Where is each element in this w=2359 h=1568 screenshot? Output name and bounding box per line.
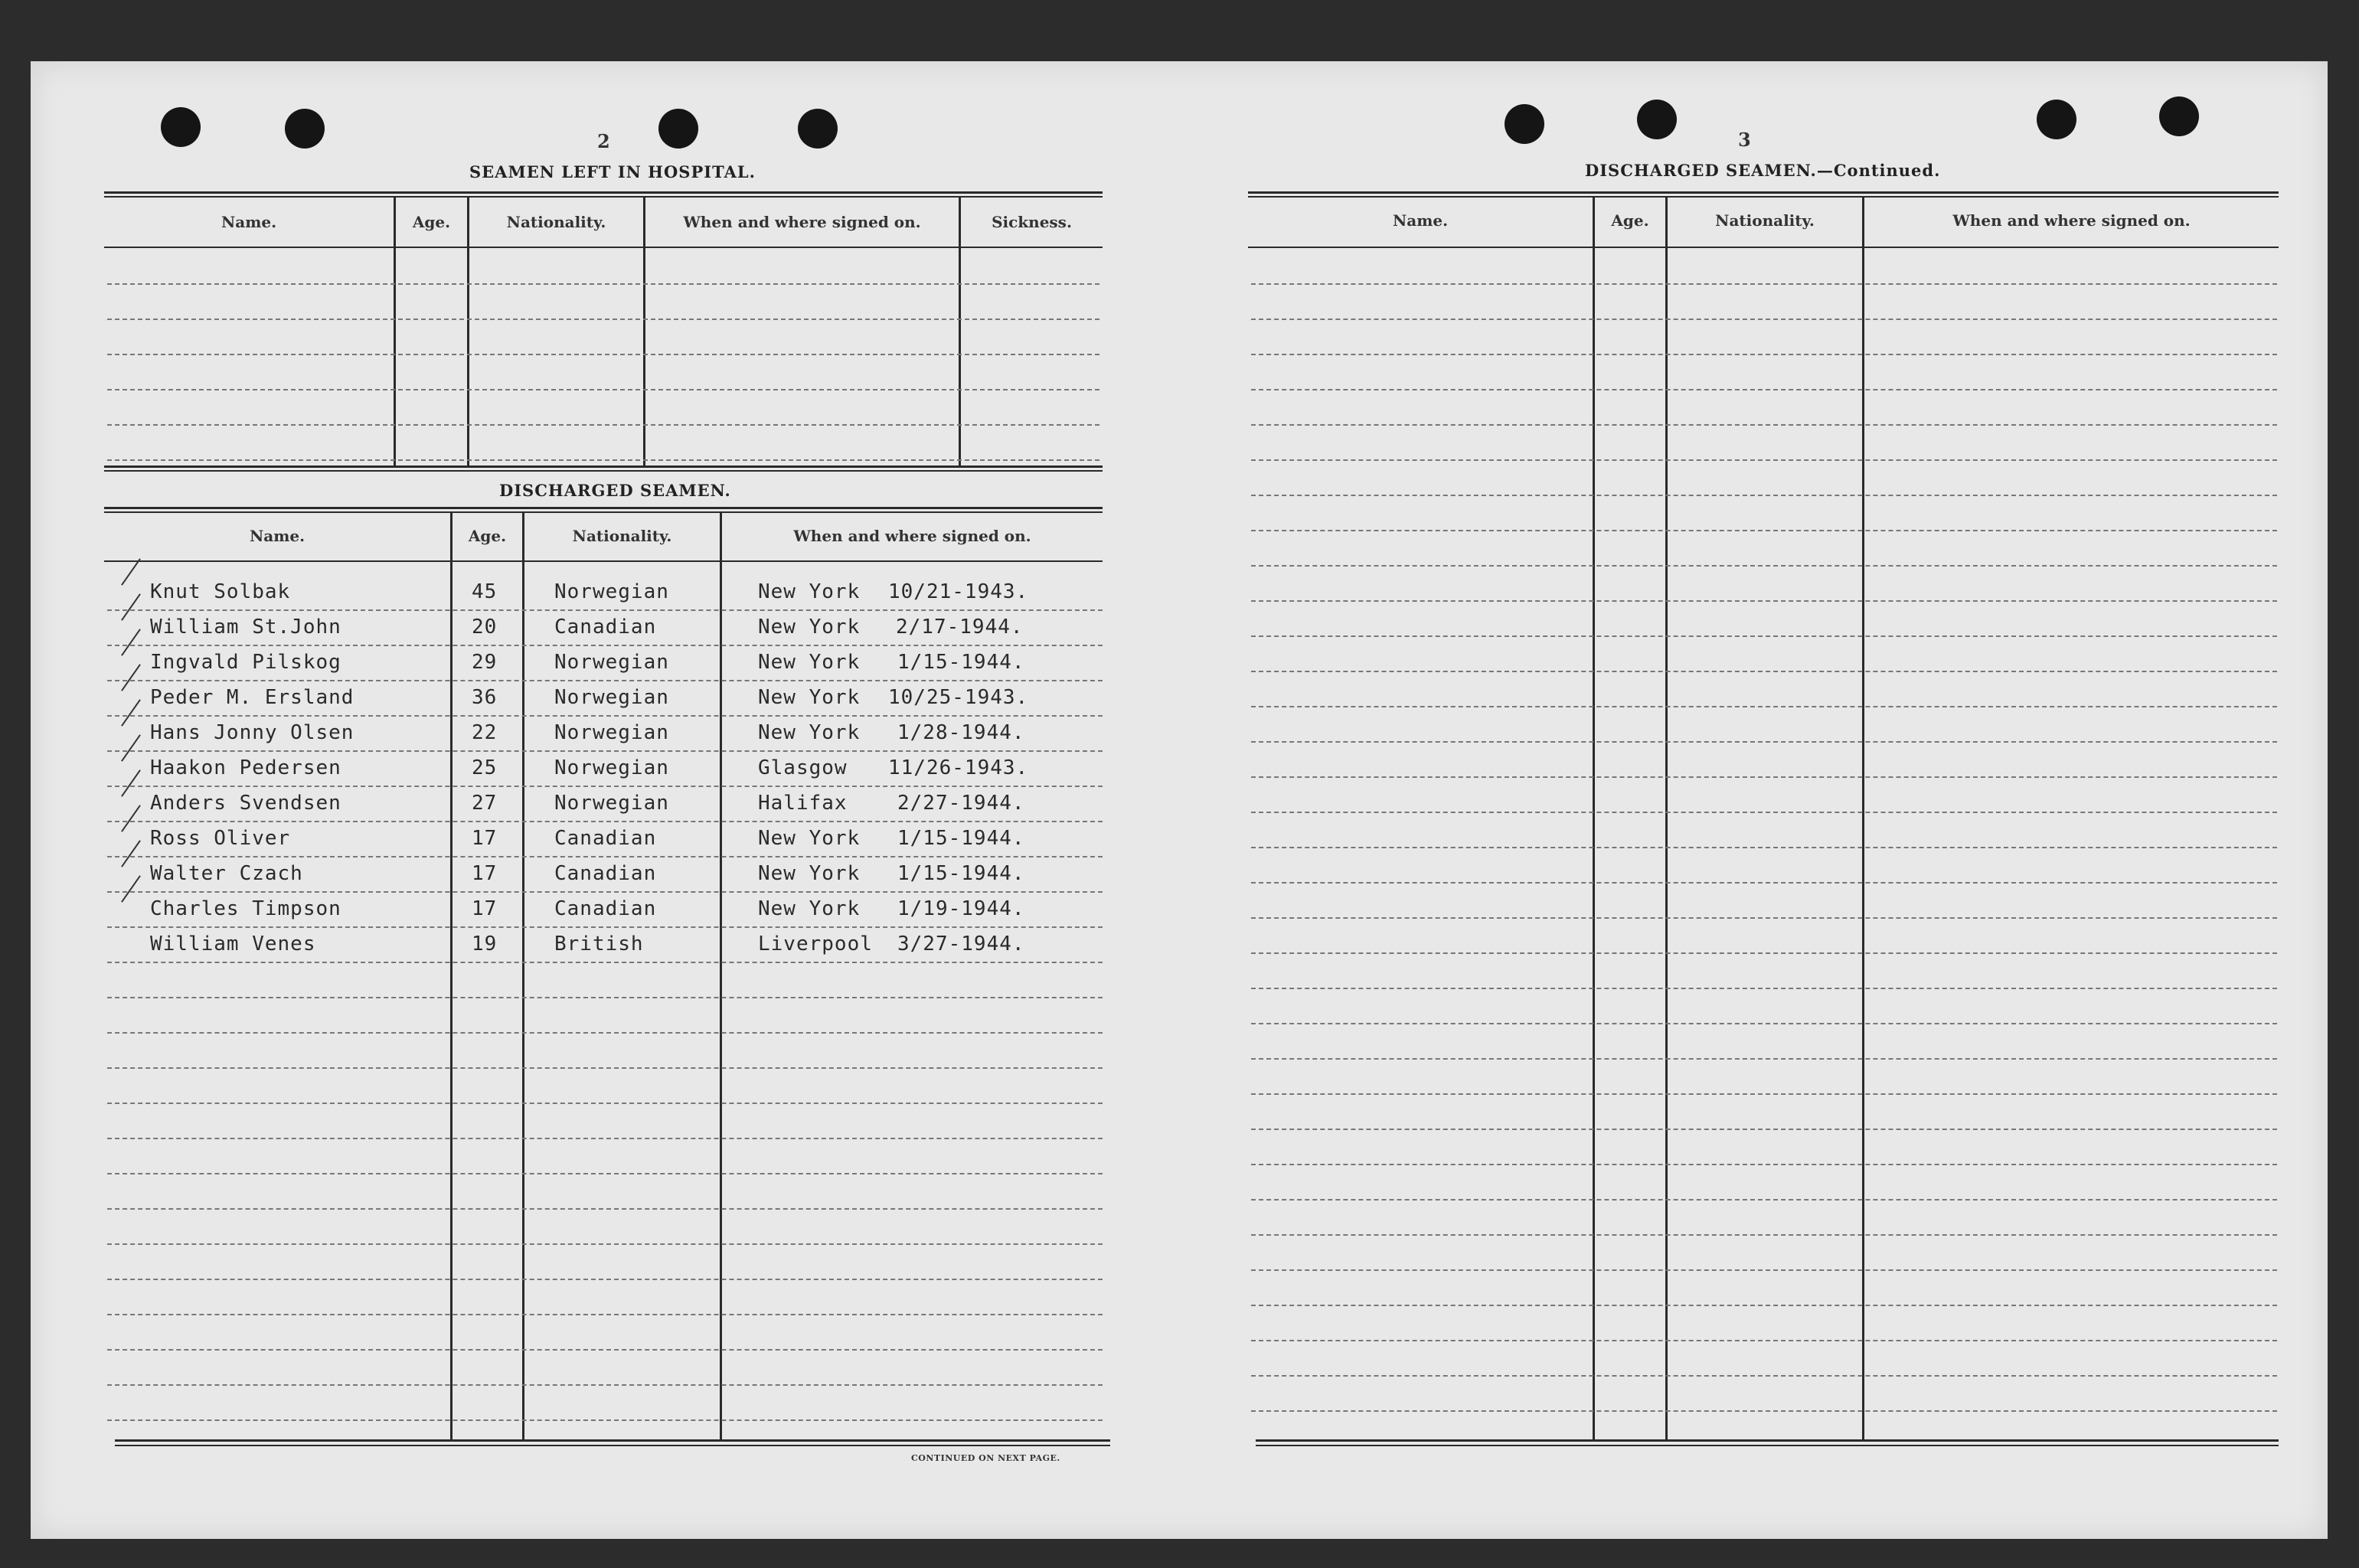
seaman-age: 17 xyxy=(472,862,498,885)
row-rule xyxy=(1251,1375,2277,1377)
row-rule xyxy=(1251,530,2277,531)
row-rule xyxy=(107,1419,1103,1421)
row-rule xyxy=(107,856,1103,858)
check-mark xyxy=(121,875,141,903)
seaman-nationality: Canadian xyxy=(554,897,657,920)
row-rule xyxy=(1251,459,2277,461)
row-rule xyxy=(1251,1129,2277,1130)
table-top-rule xyxy=(104,191,1103,194)
column-divider xyxy=(522,513,524,1439)
signed-on-date: 10/21-1943. xyxy=(888,580,1029,603)
row-rule xyxy=(1251,1093,2277,1095)
seaman-nationality: Norwegian xyxy=(554,792,669,815)
seaman-age: 17 xyxy=(472,897,498,920)
row-rule xyxy=(107,1349,1103,1351)
col-header-nationality: Nationality. xyxy=(1715,211,1815,230)
row-rule xyxy=(107,926,1103,928)
seaman-name: Hans Jonny Olsen xyxy=(150,721,355,744)
row-rule xyxy=(107,318,1099,320)
table-bottom-rule xyxy=(104,470,1103,472)
row-rule xyxy=(1251,812,2277,813)
signed-on-date: 10/25-1943. xyxy=(888,686,1029,709)
continued-note: CONTINUED ON NEXT PAGE. xyxy=(911,1453,1060,1463)
seaman-nationality: Norwegian xyxy=(554,756,669,779)
column-divider xyxy=(720,513,722,1439)
table-top-rule xyxy=(104,507,1103,509)
row-rule xyxy=(107,283,1099,285)
row-rule xyxy=(1251,1023,2277,1024)
column-divider xyxy=(1593,198,1595,1439)
punch-hole xyxy=(1637,100,1677,139)
seaman-age: 27 xyxy=(472,792,498,815)
punch-hole xyxy=(658,109,698,149)
row-rule xyxy=(1251,741,2277,743)
row-rule xyxy=(107,891,1103,893)
signed-on-place: New York xyxy=(758,580,861,603)
signed-on-date: 2/17-1944. xyxy=(896,616,1024,639)
row-rule xyxy=(1251,283,2277,285)
right-page-title: DISCHARGED SEAMEN.—Continued. xyxy=(1585,161,1941,180)
seaman-nationality: Norwegian xyxy=(554,651,669,674)
seaman-age: 29 xyxy=(472,651,498,674)
signed-on-place: New York xyxy=(758,827,861,850)
table-top-rule xyxy=(104,511,1103,513)
row-rule xyxy=(1251,1199,2277,1200)
table-top-rule xyxy=(1248,196,2279,198)
seaman-nationality: Canadian xyxy=(554,862,657,885)
row-rule xyxy=(1251,354,2277,355)
col-header-when-where: When and where signed on. xyxy=(793,527,1031,545)
seaman-name: Peder M. Ersland xyxy=(150,686,355,709)
check-mark xyxy=(121,699,141,727)
col-header-name: Name. xyxy=(1392,211,1449,230)
row-rule xyxy=(107,680,1103,681)
row-rule xyxy=(1251,776,2277,778)
signed-on-date: 3/27-1944. xyxy=(897,933,1025,956)
signed-on-date: 2/27-1944. xyxy=(897,792,1025,815)
header-underline xyxy=(1248,247,2279,248)
page-number: 2 xyxy=(597,130,610,152)
table-top-rule xyxy=(104,196,1103,198)
row-rule xyxy=(1251,952,2277,954)
row-rule xyxy=(107,715,1103,717)
row-rule xyxy=(107,1279,1103,1280)
col-header-name: Name. xyxy=(249,527,305,545)
seaman-age: 22 xyxy=(472,721,498,744)
punch-hole xyxy=(1505,104,1544,144)
col-header-nationality: Nationality. xyxy=(506,213,606,231)
row-rule xyxy=(1251,917,2277,919)
seaman-name: Haakon Pedersen xyxy=(150,756,341,779)
check-mark xyxy=(121,734,141,762)
seaman-age: 20 xyxy=(472,616,498,639)
signed-on-date: 1/15-1944. xyxy=(897,827,1025,850)
signed-on-place: Liverpool xyxy=(758,933,873,956)
signed-on-place: New York xyxy=(758,651,861,674)
row-rule xyxy=(107,609,1103,611)
row-rule xyxy=(107,354,1099,355)
seaman-name: William St.John xyxy=(150,616,341,639)
seaman-name: William Venes xyxy=(150,933,316,956)
punch-hole xyxy=(798,109,838,149)
check-mark xyxy=(121,840,141,867)
header-underline xyxy=(104,247,1103,248)
seaman-nationality: British xyxy=(554,933,644,956)
seaman-name: Charles Timpson xyxy=(150,897,341,920)
column-divider xyxy=(1665,198,1668,1439)
signed-on-date: 1/19-1944. xyxy=(897,897,1025,920)
row-rule xyxy=(1251,1234,2277,1236)
seaman-nationality: Norwegian xyxy=(554,686,669,709)
table-bottom-rule xyxy=(115,1439,1110,1442)
seaman-nationality: Canadian xyxy=(554,827,657,850)
table-bottom-rule xyxy=(104,466,1103,468)
check-mark xyxy=(121,664,141,691)
seaman-nationality: Norwegian xyxy=(554,721,669,744)
punch-hole xyxy=(161,107,201,147)
seaman-name: Ross Oliver xyxy=(150,827,291,850)
row-rule xyxy=(1251,495,2277,496)
table-bottom-rule xyxy=(1256,1445,2279,1446)
column-divider xyxy=(450,513,453,1439)
row-rule xyxy=(107,459,1099,461)
col-header-age: Age. xyxy=(468,527,507,545)
row-rule xyxy=(1251,882,2277,884)
ledger-sheet xyxy=(31,61,2328,1539)
row-rule xyxy=(107,821,1103,822)
col-header-age: Age. xyxy=(412,213,451,231)
row-rule xyxy=(107,1208,1103,1210)
row-rule xyxy=(107,424,1099,426)
seaman-age: 36 xyxy=(472,686,498,709)
row-rule xyxy=(1251,635,2277,637)
row-rule xyxy=(1251,706,2277,707)
signed-on-date: 1/15-1944. xyxy=(897,651,1025,674)
punch-hole xyxy=(2037,100,2076,139)
row-rule xyxy=(1251,671,2277,672)
punch-hole xyxy=(2159,96,2199,136)
signed-on-place: New York xyxy=(758,862,861,885)
seaman-age: 17 xyxy=(472,827,498,850)
check-mark xyxy=(121,805,141,832)
page-number: 3 xyxy=(1738,129,1751,151)
seaman-name: Ingvald Pilskog xyxy=(150,651,341,674)
row-rule xyxy=(107,1314,1103,1315)
row-rule xyxy=(1251,1340,2277,1341)
row-rule xyxy=(1251,565,2277,567)
col-header-when-where: When and where signed on. xyxy=(683,213,921,231)
row-rule xyxy=(107,1384,1103,1386)
signed-on-place: New York xyxy=(758,616,861,639)
row-rule xyxy=(1251,389,2277,390)
seaman-name: Walter Czach xyxy=(150,862,303,885)
check-mark xyxy=(121,629,141,656)
row-rule xyxy=(1251,847,2277,848)
signed-on-place: New York xyxy=(758,721,861,744)
row-rule xyxy=(107,962,1103,963)
row-rule xyxy=(107,1102,1103,1104)
row-rule xyxy=(1251,1269,2277,1271)
row-rule xyxy=(107,1173,1103,1174)
col-header-sickness: Sickness. xyxy=(992,213,1072,231)
col-header-name: Name. xyxy=(221,213,277,231)
signed-on-place: New York xyxy=(758,686,861,709)
check-mark xyxy=(121,593,141,621)
col-header-nationality: Nationality. xyxy=(572,527,672,545)
seaman-age: 45 xyxy=(472,580,498,603)
row-rule xyxy=(107,997,1103,998)
check-mark xyxy=(121,769,141,797)
row-rule xyxy=(107,1243,1103,1245)
discharged-section-title: DISCHARGED SEAMEN. xyxy=(499,481,731,500)
signed-on-date: 1/28-1944. xyxy=(897,721,1025,744)
row-rule xyxy=(1251,988,2277,989)
seaman-age: 25 xyxy=(472,756,498,779)
row-rule xyxy=(107,750,1103,752)
row-rule xyxy=(1251,1410,2277,1412)
signed-on-place: Glasgow xyxy=(758,756,848,779)
signed-on-place: New York xyxy=(758,897,861,920)
check-mark xyxy=(121,558,141,586)
punch-hole xyxy=(285,109,325,149)
signed-on-date: 1/15-1944. xyxy=(897,862,1025,885)
header-underline xyxy=(104,560,1103,562)
row-rule xyxy=(1251,1164,2277,1165)
row-rule xyxy=(107,1138,1103,1139)
row-rule xyxy=(1251,600,2277,602)
hospital-section-title: SEAMEN LEFT IN HOSPITAL. xyxy=(469,162,756,181)
row-rule xyxy=(107,645,1103,646)
column-divider xyxy=(1862,198,1864,1439)
table-bottom-rule xyxy=(115,1445,1110,1446)
row-rule xyxy=(1251,1058,2277,1060)
row-rule xyxy=(1251,318,2277,320)
seaman-name: Knut Solbak xyxy=(150,580,291,603)
row-rule xyxy=(1251,1305,2277,1306)
row-rule xyxy=(1251,424,2277,426)
signed-on-date: 11/26-1943. xyxy=(888,756,1029,779)
row-rule xyxy=(107,389,1099,390)
seaman-nationality: Norwegian xyxy=(554,580,669,603)
seaman-age: 19 xyxy=(472,933,498,956)
seaman-name: Anders Svendsen xyxy=(150,792,341,815)
table-top-rule xyxy=(1248,191,2279,194)
table-bottom-rule xyxy=(1256,1439,2279,1442)
row-rule xyxy=(107,1067,1103,1069)
col-header-age: Age. xyxy=(1611,211,1649,230)
row-rule xyxy=(107,786,1103,787)
row-rule xyxy=(107,1032,1103,1034)
col-header-when-where: When and where signed on. xyxy=(1952,211,2191,230)
seaman-nationality: Canadian xyxy=(554,616,657,639)
signed-on-place: Halifax xyxy=(758,792,848,815)
